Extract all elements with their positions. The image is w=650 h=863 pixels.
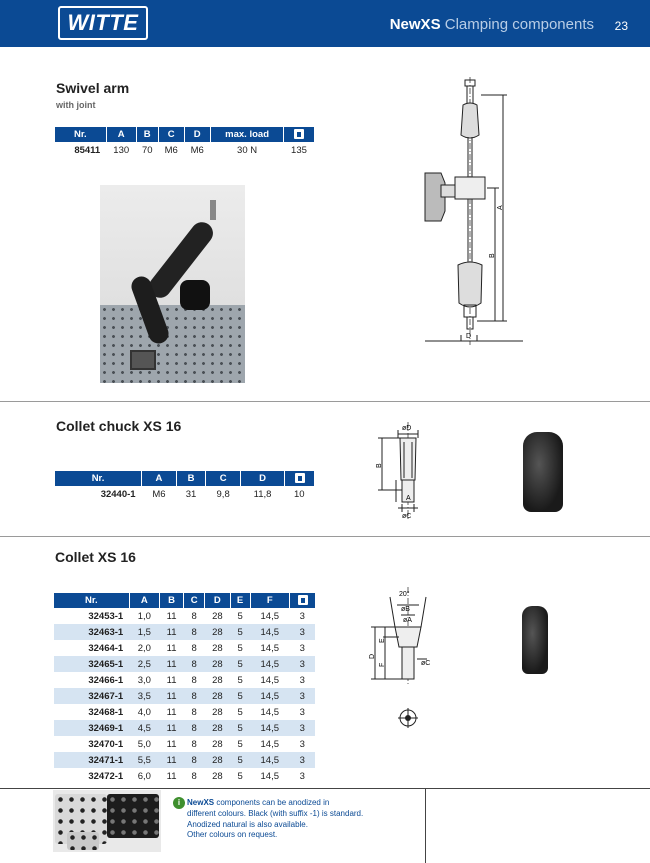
collet-drawing-label-e: E xyxy=(379,638,386,643)
table-cell: 8 xyxy=(184,656,205,672)
collet-drawing-label-c: øC xyxy=(421,660,431,667)
table-cell: 14,5 xyxy=(260,738,280,750)
table-cell: 14,5 xyxy=(250,720,289,736)
swivel-arm-photo xyxy=(100,185,245,383)
collet-col-header: E xyxy=(230,593,250,608)
collet-end-view-drawing xyxy=(397,707,419,729)
table-cell: 14,5 xyxy=(250,752,289,768)
table-cell: 11 xyxy=(166,674,177,686)
note-brand: NewXS xyxy=(187,798,215,808)
swivel-arm-col-header: max. load xyxy=(210,127,284,142)
collet-photo xyxy=(522,606,548,674)
footer-divider xyxy=(0,788,650,789)
table-cell: 14,5 xyxy=(250,624,289,640)
table-row xyxy=(54,640,315,656)
witte-logo: WITTE xyxy=(58,6,148,40)
collet-col-header: D xyxy=(205,593,231,608)
table-cell: 28 xyxy=(205,624,231,640)
table-cell: 3,0 xyxy=(137,674,151,686)
part-number: 32453-1 xyxy=(88,610,124,622)
swivel-arm-subtitle: with joint xyxy=(56,100,96,110)
collet-chuck-col-header: A xyxy=(142,471,177,486)
table-cell: 3 xyxy=(290,624,316,640)
collet-chuck-col-header: B xyxy=(176,471,205,486)
table-row xyxy=(54,672,315,688)
section-divider xyxy=(0,536,650,537)
collet-chuck-header-row xyxy=(55,471,314,486)
table-cell: 5,0 xyxy=(137,738,151,750)
table-cell: 3,5 xyxy=(129,688,159,704)
table-cell: 2,0 xyxy=(137,642,151,654)
table-cell: 135 xyxy=(291,144,307,156)
table-cell: 3 xyxy=(299,738,305,750)
anodized-cubes-photo xyxy=(53,790,161,852)
table-cell: 11 xyxy=(166,706,177,718)
table-cell: 3 xyxy=(299,706,305,718)
header-title-brand: NewXS xyxy=(389,16,441,33)
swivel-arm-header-row xyxy=(55,127,314,142)
table-cell: 28 xyxy=(212,738,223,750)
table-cell: 11 xyxy=(166,610,177,622)
collet-drawing-label-a: øA xyxy=(403,617,412,624)
chuck-drawing-label-b: B xyxy=(376,463,383,468)
table-cell: 8 xyxy=(184,624,205,640)
collet-chuck-col-header: C xyxy=(206,471,241,486)
table-cell: 28 xyxy=(212,770,223,782)
part-number: 32472-1 xyxy=(88,770,124,782)
swivel-arm-col-header: D xyxy=(184,127,210,142)
table-cell: 8 xyxy=(191,738,197,750)
collet-col-header: F xyxy=(250,593,289,608)
table-cell: 8 xyxy=(191,610,197,622)
collet-col-header: A xyxy=(129,593,159,608)
swivel-drawing-label-b: B xyxy=(489,253,496,258)
table-cell: 10 xyxy=(293,488,305,500)
collet-col-header: C xyxy=(184,593,205,608)
swivel-arm-title: Swivel arm xyxy=(56,80,130,96)
table-cell: 28 xyxy=(212,642,223,654)
table-cell: 14,5 xyxy=(260,770,280,782)
part-number: 32471-1 xyxy=(54,752,129,768)
table-cell: 1,0 xyxy=(137,610,151,622)
table-cell: 14,5 xyxy=(260,674,280,686)
collet-drawing xyxy=(365,585,445,690)
table-cell: 2,5 xyxy=(129,656,159,672)
table-cell: 11 xyxy=(159,624,183,640)
table-cell: 3 xyxy=(299,770,305,782)
table-cell: 5 xyxy=(237,706,243,718)
table-cell: 70 xyxy=(141,144,153,156)
table-cell: 4,0 xyxy=(137,706,151,718)
collet-chuck-drawing xyxy=(370,420,450,525)
table-row xyxy=(54,768,315,784)
table-cell: 9,8 xyxy=(216,488,230,500)
table-cell: 28 xyxy=(205,720,231,736)
table-cell: 5 xyxy=(230,688,250,704)
chuck-drawing-label-d: øD xyxy=(402,425,412,432)
section-divider xyxy=(0,401,650,402)
table-row xyxy=(55,486,314,502)
table-cell: 5 xyxy=(230,656,250,672)
table-cell: 3 xyxy=(290,720,316,736)
header-title-category: Clamping components xyxy=(444,16,594,33)
swivel-drawing-label-d: D xyxy=(466,333,472,340)
table-cell: 28 xyxy=(212,610,223,622)
table-cell: 31 xyxy=(185,488,197,500)
table-cell: 28 xyxy=(205,688,231,704)
table-cell: 5 xyxy=(230,752,250,768)
table-cell: 5,5 xyxy=(129,752,159,768)
collet-chuck-col-header: Nr. xyxy=(55,471,142,486)
table-row xyxy=(54,608,315,624)
info-icon: i xyxy=(173,797,185,809)
swivel-arm-col-header: Nr. xyxy=(55,127,106,142)
swivel-drawing-label-a: A xyxy=(497,205,504,210)
header-title xyxy=(390,16,594,33)
swivel-arm-col-header: A xyxy=(106,127,136,142)
table-cell: 3 xyxy=(290,752,316,768)
table-cell: 3 xyxy=(299,674,305,686)
table-cell: 3 xyxy=(299,610,305,622)
table-cell: 5 xyxy=(237,642,243,654)
table-row xyxy=(54,720,315,736)
chuck-drawing-label-a: A xyxy=(406,495,411,502)
collet-drawing-label-angle: 20° xyxy=(399,591,410,598)
part-number: 32467-1 xyxy=(54,688,129,704)
collet-title: Collet XS 16 xyxy=(55,549,136,565)
table-cell: 11 xyxy=(159,688,183,704)
collet-drawing-label-d: D xyxy=(369,653,376,659)
weight-icon xyxy=(290,593,316,608)
table-cell: 11 xyxy=(159,752,183,768)
table-row xyxy=(54,656,315,672)
page-header xyxy=(0,0,650,47)
table-cell: M6 xyxy=(152,488,166,500)
table-cell: 3 xyxy=(290,656,316,672)
table-cell: 5 xyxy=(237,610,243,622)
weight-icon xyxy=(284,127,314,142)
table-cell: 28 xyxy=(205,752,231,768)
table-cell: 5 xyxy=(230,624,250,640)
footer-column-divider xyxy=(425,788,426,863)
collet-chuck-photo xyxy=(523,432,563,512)
collet-drawing-label-b: øB xyxy=(401,606,410,613)
table-cell: 4,5 xyxy=(129,720,159,736)
table-cell: 28 xyxy=(212,674,223,686)
note-line-3: Anodized natural is also available. xyxy=(187,819,308,829)
table-cell: 8 xyxy=(184,752,205,768)
collet-chuck-table xyxy=(55,471,314,502)
weight-icon xyxy=(285,471,314,486)
table-cell: 14,5 xyxy=(260,642,280,654)
part-number: 32468-1 xyxy=(88,706,124,718)
swivel-arm-table xyxy=(55,127,314,158)
table-cell: 6,0 xyxy=(137,770,151,782)
table-cell: 8 xyxy=(191,642,197,654)
part-number: 32466-1 xyxy=(88,674,124,686)
table-cell: 3 xyxy=(299,642,305,654)
table-cell: 5 xyxy=(237,674,243,686)
collet-col-header: B xyxy=(159,593,183,608)
note-line-4: Other colours on request. xyxy=(187,830,278,839)
table-cell: 8 xyxy=(191,770,197,782)
table-cell: 5 xyxy=(237,770,243,782)
note-line-1: components can be anodized in xyxy=(216,798,330,808)
part-number: 32470-1 xyxy=(88,738,124,750)
table-cell: 3 xyxy=(290,688,316,704)
table-cell: 1,5 xyxy=(129,624,159,640)
page-number: 23 xyxy=(614,19,628,33)
table-cell: 11,8 xyxy=(253,488,272,500)
part-number: 85411 xyxy=(74,144,101,156)
note-line-2: different colours. Black (with suffix -1) is standard. xyxy=(187,809,364,818)
table-cell: 28 xyxy=(205,656,231,672)
table-row xyxy=(54,704,315,720)
table-cell: 11 xyxy=(166,770,177,782)
collet-col-header: Nr. xyxy=(54,593,129,608)
table-cell: 14,5 xyxy=(250,688,289,704)
collet-drawing-label-f: F xyxy=(379,662,386,667)
collet-header-row xyxy=(54,593,315,608)
anodize-note xyxy=(173,797,413,841)
table-cell: 8 xyxy=(184,720,205,736)
swivel-arm-col-header: B xyxy=(136,127,158,142)
swivel-arm-drawing xyxy=(415,75,525,350)
table-cell: 14,5 xyxy=(250,656,289,672)
table-row xyxy=(54,624,315,640)
table-cell: M6 xyxy=(164,144,178,156)
collet-chuck-col-header: D xyxy=(241,471,285,486)
table-row xyxy=(54,752,315,768)
part-number: 32469-1 xyxy=(54,720,129,736)
collet-table xyxy=(54,593,315,784)
part-number: 32465-1 xyxy=(54,656,129,672)
table-cell: 28 xyxy=(212,706,223,718)
table-cell: 11 xyxy=(159,720,183,736)
table-cell: M6 xyxy=(190,144,204,156)
table-cell: 14,5 xyxy=(260,610,280,622)
part-number: 32463-1 xyxy=(54,624,129,640)
table-cell: 11 xyxy=(166,738,177,750)
table-row xyxy=(54,688,315,704)
table-row xyxy=(54,736,315,752)
part-number: 32464-1 xyxy=(88,642,124,654)
table-cell: 8 xyxy=(184,688,205,704)
table-row xyxy=(55,142,314,158)
chuck-drawing-label-c: øC xyxy=(402,513,412,520)
collet-chuck-title: Collet chuck XS 16 xyxy=(56,418,182,434)
table-cell: 11 xyxy=(166,642,177,654)
table-cell: 8 xyxy=(191,674,197,686)
part-number: 32440-1 xyxy=(100,488,136,500)
table-cell: 11 xyxy=(159,656,183,672)
table-cell: 30 N xyxy=(237,144,258,156)
table-cell: 8 xyxy=(191,706,197,718)
table-cell: 130 xyxy=(113,144,130,156)
table-cell: 5 xyxy=(237,738,243,750)
table-cell: 5 xyxy=(230,720,250,736)
swivel-arm-col-header: C xyxy=(158,127,184,142)
table-cell: 14,5 xyxy=(260,706,280,718)
